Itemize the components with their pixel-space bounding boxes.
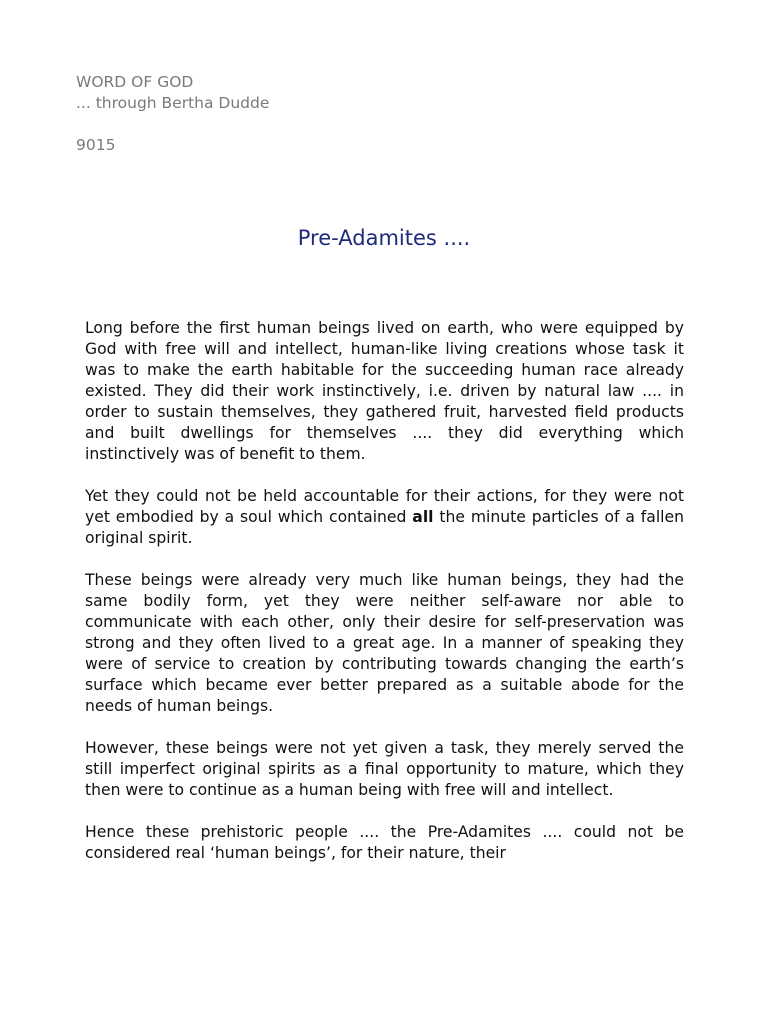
message-number: 9015	[76, 136, 116, 154]
document-title: Pre-Adamites ....	[297, 226, 471, 250]
header-source: WORD OF GOD	[76, 73, 194, 91]
paragraph-3: These beings were already very much like human beings, they had the same bodily form, yet they were neither self-aware nor able to communicate with each other, only their desire for self-preservation was strong and they often lived to a great age. In a manner of speaking they were of service to creation by contributing towards changing the earth’s surface which became ever better prepared as a suitable abode for the needs of human beings.	[85, 571, 684, 715]
document-body	[85, 318, 684, 864]
paragraph-2-text-b: the minute particles of a fallen original spirit.	[85, 508, 684, 547]
paragraph-5: Hence these prehistoric people .... the Pre-Adamites .... could not be considered real ‘human beings’, for their nature, their	[85, 823, 684, 862]
paragraph-4: However, these beings were not yet given a task, they merely served the still imperfect original spirits as a final opportunity to mature, which they then were to continue as a human being with free will and intellect.	[85, 739, 684, 799]
paragraph-2-text-a: Yet they could not be held accountable for their actions, for they were not yet embodied by a soul which contained	[85, 487, 684, 526]
document-header	[76, 72, 269, 156]
paragraph-1: Long before the first human beings lived on earth, who were equipped by God with free will and intellect, human-like living creations whose task it was to make the earth habitable for the succeeding human race already existed. They did their work instinctively, i.e. driven by natural law .... in order to sustain themselves, they gathered fruit, harvested field products and built dwellings for themselves .... they did everything which instinctively was of benefit to them.	[85, 319, 684, 463]
header-author: ... through Bertha Dudde	[76, 94, 270, 112]
paragraph-2-bold: all	[412, 508, 434, 526]
paragraph-2	[85, 486, 684, 549]
